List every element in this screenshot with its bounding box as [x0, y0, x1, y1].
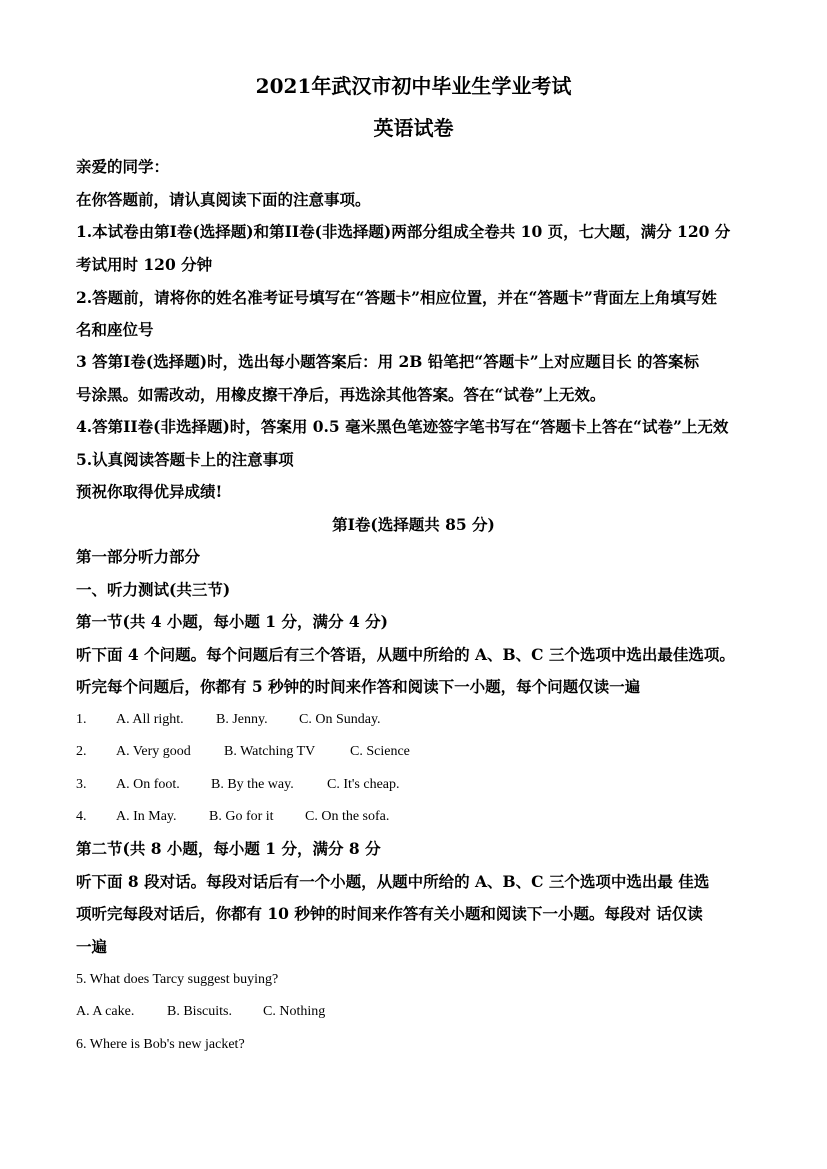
question-6: 6. Where is Bob's new jacket? — [76, 1037, 245, 1052]
section-two-instructions-end: 一遍 — [76, 937, 108, 956]
section-heading: 第Ⅰ卷(选择题共 85 分) — [332, 515, 495, 534]
question-5: 5. What does Tarcy suggest buying? — [76, 972, 279, 987]
q5-option-c: C. Nothing — [263, 1004, 326, 1019]
notice-item-5: 5.认真阅读答题卡上的注意事项 — [76, 450, 294, 469]
option-c: C. On the sofa. — [305, 809, 390, 824]
notice-item-2-cont: 名和座位号 — [76, 320, 154, 339]
notice-intro: 在你答题前，请认真阅读下面的注意事项。 — [76, 190, 371, 209]
notice-item-3-cont: 号涂黑。如需改动，用橡皮擦干净后，再选涂其他答案。答在“试卷”上无效。 — [76, 385, 606, 404]
section-one-title: 第一节(共 4 小题，每小题 1 分，满分 4 分) — [76, 612, 388, 631]
section-two-title: 第二节(共 8 小题，每小题 1 分，满分 8 分 — [76, 839, 381, 858]
question-number: 3. — [76, 777, 87, 792]
exam-title: 2021年武汉市初中毕业生学业考试 — [255, 74, 572, 98]
notice-wish: 预祝你取得优异成绩! — [76, 482, 223, 501]
notice-item-1: 1.本试卷由第Ⅰ卷(选择题)和第II卷(非选择题)两部分组成全卷共 10 页，七大题，满分 120 分 — [76, 222, 731, 241]
option-b: B. By the way. — [211, 777, 294, 792]
option-a: A. On foot. — [116, 777, 180, 792]
option-a: A. In May. — [116, 809, 177, 824]
question-number: 1. — [76, 712, 87, 727]
question-number: 2. — [76, 744, 87, 759]
section-two-instructions: 听下面 8 段对话。每段对话后有一个小题，从题中所给的 A、B、C 三个选项中选出最 佳选 — [76, 872, 710, 891]
option-b: B. Go for it — [209, 809, 274, 824]
option-b: B. Jenny. — [216, 712, 268, 727]
section-one-instructions-cont: 听完每个问题后，你都有 5 秒钟的时间来作答和阅读下一小题，每个问题仅读一遍 — [76, 677, 641, 696]
option-c: C. Science — [350, 744, 410, 759]
listening-heading: 一、听力测试(共三节) — [76, 580, 231, 599]
part-one-heading: 第一部分听力部分 — [76, 547, 201, 566]
notice-item-1-cont: 考试用时 120 分钟 — [76, 255, 213, 274]
option-b: B. Watching TV — [224, 744, 316, 759]
section-two-instructions-cont: 项听完每段对话后，你都有 10 秒钟的时间来作答有关小题和阅读下一小题。每段对 话仅读 — [76, 904, 703, 923]
section-one-instructions: 听下面 4 个问题。每个问题后有三个答语，从题中所给的 A、B、C 三个选项中选出最佳选项。 — [76, 645, 735, 664]
q5-option-a: A. A cake. — [76, 1004, 135, 1019]
question-number: 4. — [76, 809, 87, 824]
notice-item-4: 4.答第II卷(非选择题)时，答案用 0.5 毫米黑色笔迹签字笔书写在“答题卡上答在“试卷”上无效 — [76, 417, 729, 436]
option-c: C. It's cheap. — [327, 777, 400, 792]
option-c: C. On Sunday. — [299, 712, 381, 727]
option-a: A. Very good — [116, 744, 191, 759]
q5-option-b: B. Biscuits. — [167, 1004, 232, 1019]
greeting: 亲爱的同学： — [76, 157, 170, 176]
exam-subtitle: 英语试卷 — [373, 116, 454, 140]
option-a: A. All right. — [116, 712, 184, 727]
notice-item-2: 2.答题前，请将你的姓名准考证号填写在“答题卡”相应位置，并在“答题卡”背面左上角填写姓 — [76, 288, 717, 307]
notice-item-3: 3 答第Ⅰ卷(选择题)时，选出每小题答案后：用 2B 铅笔把“答题卡”上对应题目长 的答案标 — [76, 352, 700, 371]
